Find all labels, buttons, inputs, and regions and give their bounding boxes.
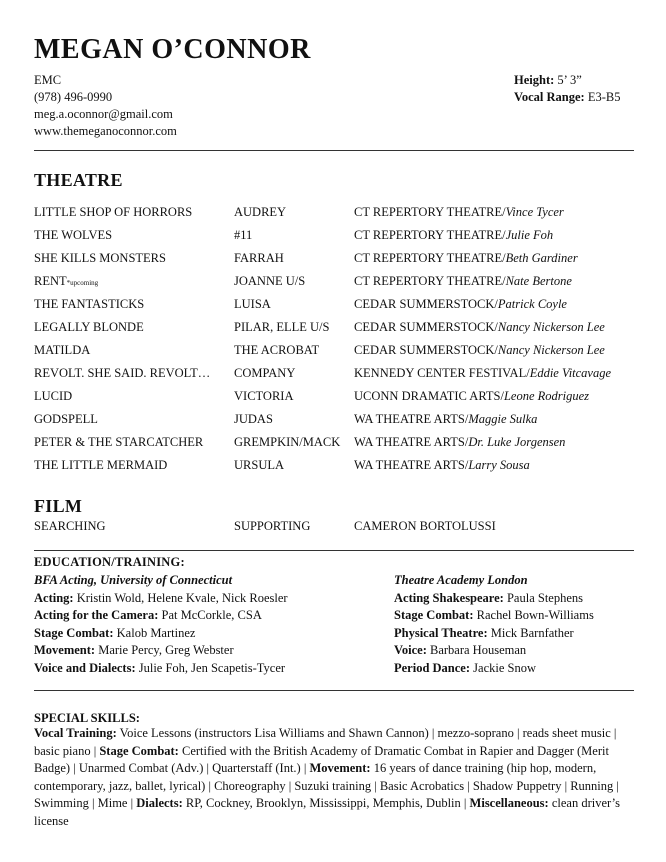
show-title: REVOLT. SHE SAID. REVOLT… bbox=[34, 366, 211, 380]
training-label: Acting: bbox=[34, 590, 74, 605]
training-label: Movement: bbox=[34, 643, 96, 657]
height-value: 5’ 3” bbox=[557, 73, 582, 87]
film-row bbox=[0, 519, 666, 539]
height-line bbox=[514, 72, 620, 89]
theatre-row bbox=[0, 251, 666, 271]
venue-director bbox=[354, 343, 605, 358]
venue: CT REPERTORY THEATRE/ bbox=[354, 251, 506, 265]
venue-director bbox=[354, 320, 605, 335]
show-title: SHE KILLS MONSTERS bbox=[34, 251, 166, 265]
education-heading: EDUCATION/TRAINING: bbox=[34, 555, 185, 569]
show-title: THE WOLVES bbox=[34, 228, 113, 242]
role: THE ACROBAT bbox=[234, 343, 320, 357]
training-label: Voice: bbox=[394, 643, 427, 657]
director: Julie Foh bbox=[505, 228, 554, 242]
phone-number: (978) 496-0990 bbox=[34, 90, 113, 104]
venue-director bbox=[354, 274, 572, 289]
show-title: THE LITTLE MERMAID bbox=[34, 458, 168, 472]
role: #11 bbox=[234, 228, 253, 242]
director: Maggie Sulka bbox=[468, 412, 538, 426]
venue-director bbox=[354, 435, 565, 450]
venue: CT REPERTORY THEATRE/ bbox=[354, 274, 506, 288]
show-title: THE FANTASTICKS bbox=[34, 297, 145, 311]
training-value: Julie Foh, Jen Scapetis-Tycer bbox=[135, 660, 286, 675]
vocal-range-label: Vocal Range: bbox=[514, 90, 585, 104]
theatre-heading: THEATRE bbox=[34, 170, 123, 190]
role: COMPANY bbox=[234, 366, 296, 380]
venue-director bbox=[354, 251, 578, 266]
film-heading: FILM bbox=[34, 496, 83, 516]
venue: UCONN DRAMATIC ARTS/ bbox=[354, 389, 504, 403]
training-value: Paula Stephens bbox=[503, 590, 584, 605]
special-skills-paragraph bbox=[34, 725, 624, 830]
training-value: Marie Percy, Greg Webster bbox=[95, 643, 234, 657]
role: VICTORIA bbox=[234, 389, 294, 403]
training-label: Acting Shakespeare: bbox=[394, 590, 504, 605]
vocal-range-value: E3-B5 bbox=[587, 90, 621, 104]
director: Vince Tycer bbox=[505, 205, 564, 219]
training-line bbox=[34, 590, 288, 608]
email-address: meg.a.oconnor@gmail.com bbox=[34, 107, 173, 121]
skill-label: Vocal Training: bbox=[34, 726, 117, 740]
director: Nancy Nickerson Lee bbox=[497, 320, 605, 334]
training-value: Jackie Snow bbox=[470, 660, 536, 675]
training-label: Acting for the Camera: bbox=[34, 608, 159, 622]
venue-director bbox=[354, 228, 553, 243]
vocal-range-line bbox=[514, 89, 620, 106]
venue-director bbox=[354, 458, 530, 473]
training-line bbox=[394, 607, 594, 625]
training-value: Pat McCorkle, CSA bbox=[158, 608, 262, 622]
venue: KENNEDY CENTER FESTIVAL/ bbox=[354, 366, 530, 380]
show-title: LUCID bbox=[34, 389, 73, 403]
theatre-row bbox=[0, 458, 666, 478]
director: Nate Bertone bbox=[505, 274, 572, 288]
show-title bbox=[34, 274, 226, 289]
skill-text: clean driver’s license bbox=[34, 796, 620, 828]
training-value: Kalob Martinez bbox=[113, 625, 196, 640]
divider bbox=[34, 150, 634, 151]
theatre-row bbox=[0, 389, 666, 409]
theatre-row bbox=[0, 297, 666, 317]
skill-label: Miscellaneous: bbox=[469, 796, 549, 810]
performer-name: MEGAN O’CONNOR bbox=[34, 34, 311, 65]
training-value: Barbara Houseman bbox=[426, 643, 527, 657]
theatre-row bbox=[0, 435, 666, 455]
education-left-column bbox=[34, 572, 288, 677]
role: FARRAH bbox=[234, 251, 284, 265]
theatre-row bbox=[0, 320, 666, 340]
upcoming-note: *upcoming bbox=[66, 279, 99, 287]
training-line bbox=[34, 642, 288, 660]
show-title: PETER & THE STARCATCHER bbox=[34, 435, 204, 449]
show-title-text: RENT bbox=[34, 274, 67, 288]
skill-label: Stage Combat: bbox=[99, 743, 179, 758]
skill-text: RP, Cockney, Brooklyn, Mississippi, Memphis, Dublin | bbox=[182, 796, 470, 810]
school-name: BFA Acting, University of Connecticut bbox=[34, 573, 233, 587]
training-line bbox=[394, 590, 594, 608]
training-label: Stage Combat: bbox=[394, 608, 474, 622]
director: Beth Gardiner bbox=[505, 251, 578, 265]
website-link: www.themeganoconnor.com bbox=[34, 124, 177, 138]
theatre-row bbox=[0, 274, 666, 294]
training-value: Kristin Wold, Helene Kvale, Nick Roesler bbox=[73, 590, 288, 605]
venue: CEDAR SUMMERSTOCK/ bbox=[354, 297, 498, 311]
physical-stats bbox=[514, 72, 620, 106]
director: Larry Sousa bbox=[468, 458, 530, 472]
skill-text: Certified with the British Academy of Dramatic Combat in Rapier and Dagger (Merit Badge) | Unarmed Combat (Adv.) | Quarterstaff (Int.) | bbox=[34, 743, 609, 775]
venue-director bbox=[354, 297, 567, 312]
training-line bbox=[394, 660, 594, 678]
venue: WA THEATRE ARTS/ bbox=[354, 435, 469, 449]
skill-text: Voice Lessons (instructors Lisa Williams and Shawn Cannon) | mezzo-soprano | reads sheet music | basic piano | bbox=[34, 726, 617, 758]
training-label: Physical Theatre: bbox=[394, 625, 488, 640]
venue: CT REPERTORY THEATRE/ bbox=[354, 205, 506, 219]
role: URSULA bbox=[234, 458, 285, 472]
contact-block bbox=[34, 72, 177, 140]
director: Eddie Vitcavage bbox=[529, 366, 612, 380]
show-title: MATILDA bbox=[34, 343, 91, 357]
training-label: Period Dance: bbox=[394, 660, 471, 675]
role: GREMPKIN/MACK bbox=[234, 435, 341, 449]
venue: CEDAR SUMMERSTOCK/ bbox=[354, 343, 498, 357]
director: Nancy Nickerson Lee bbox=[497, 343, 605, 357]
education-right-column bbox=[394, 572, 594, 677]
director: Patrick Coyle bbox=[497, 297, 567, 311]
role: LUISA bbox=[234, 297, 271, 311]
training-line bbox=[394, 625, 594, 643]
venue: CEDAR SUMMERSTOCK/ bbox=[354, 320, 498, 334]
director: Leone Rodriguez bbox=[503, 389, 590, 403]
theatre-row bbox=[0, 343, 666, 363]
show-title: LEGALLY BLONDE bbox=[34, 320, 144, 334]
role: SUPPORTING bbox=[234, 519, 311, 533]
divider bbox=[34, 690, 634, 691]
training-line bbox=[34, 625, 288, 643]
theatre-row bbox=[0, 205, 666, 225]
theatre-row bbox=[0, 228, 666, 248]
divider bbox=[34, 550, 634, 551]
director: Dr. Luke Jorgensen bbox=[468, 435, 566, 449]
role: JOANNE U/S bbox=[234, 274, 306, 288]
venue-director bbox=[354, 366, 611, 381]
theatre-row bbox=[0, 366, 666, 386]
role: PILAR, ELLE U/S bbox=[234, 320, 330, 334]
union-status: EMC bbox=[34, 73, 62, 87]
venue-director bbox=[354, 412, 537, 427]
skill-text: 16 years of dance training (hip hop, modern, contemporary, jazz, ballet, lyrical) | Choreography | Suzuki training | Basic Acrobatics | Shadow Puppetry | Running | Swimming | Mime | bbox=[34, 761, 619, 810]
venue: WA THEATRE ARTS/ bbox=[354, 412, 469, 426]
training-value: Rachel Bown-Williams bbox=[473, 608, 594, 622]
training-value: Mick Barnfather bbox=[487, 625, 574, 640]
training-line bbox=[394, 642, 594, 660]
skill-label: Dialects: bbox=[136, 796, 183, 810]
skill-label: Movement: bbox=[309, 761, 371, 775]
director: CAMERON BORTOLUSSI bbox=[354, 519, 496, 533]
special-skills-heading: SPECIAL SKILLS: bbox=[34, 711, 140, 725]
film-title: SEARCHING bbox=[34, 519, 106, 533]
theatre-row bbox=[0, 412, 666, 432]
venue-director bbox=[354, 389, 589, 404]
training-label: Voice and Dialects: bbox=[34, 660, 136, 675]
role: AUDREY bbox=[234, 205, 287, 219]
training-line bbox=[34, 607, 288, 625]
show-title: LITTLE SHOP OF HORRORS bbox=[34, 205, 193, 219]
venue: WA THEATRE ARTS/ bbox=[354, 458, 469, 472]
training-line bbox=[34, 660, 288, 678]
height-label: Height: bbox=[514, 73, 555, 87]
show-title: GODSPELL bbox=[34, 412, 98, 426]
training-label: Stage Combat: bbox=[34, 625, 114, 640]
venue: CT REPERTORY THEATRE/ bbox=[354, 228, 506, 242]
school-name: Theatre Academy London bbox=[394, 573, 528, 587]
role: JUDAS bbox=[234, 412, 273, 426]
venue-director bbox=[354, 205, 564, 220]
